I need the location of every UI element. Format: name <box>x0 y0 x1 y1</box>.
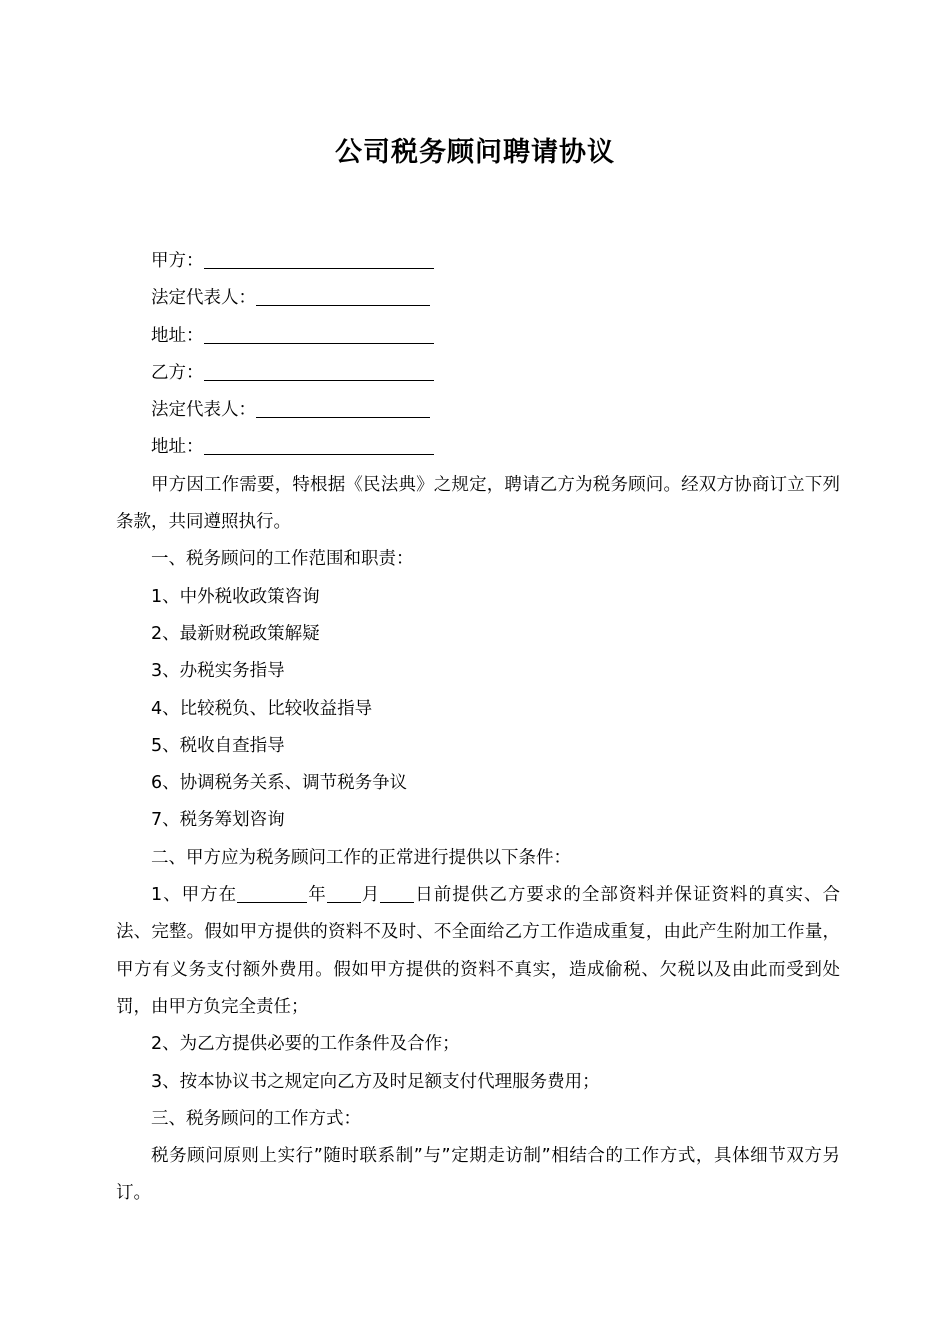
item1-month: 月 <box>360 885 381 906</box>
party-a-blank <box>204 251 434 270</box>
section2-item3: 3、按本协议书之规定向乙方及时足额支付代理服务费用； <box>151 1071 600 1092</box>
party-b-rep-label: 法定代表人： <box>151 400 256 421</box>
party-a-addr-label: 地址： <box>151 325 204 346</box>
party-b-line <box>116 355 840 392</box>
section1-item: 3、办税实务指导 <box>151 661 285 682</box>
document-body <box>116 243 840 1213</box>
party-b-rep-blank <box>256 400 430 419</box>
item1-year: 年 <box>307 885 327 906</box>
section1-heading: 一、税务顾问的工作范围和职责： <box>151 549 414 570</box>
section1-item: 1、中外税收政策咨询 <box>151 586 320 607</box>
party-b-addr-label: 地址： <box>151 437 204 458</box>
party-a-rep-line <box>116 280 840 317</box>
item1-rest: 日前提供乙方要求的全部资料并保证资料的真实、合法、完整。假如甲方提供的资料不及时、不全面给乙方工作造成重复，由此产生附加工作量，甲方有义务支付额外费用。假如甲方提供的资料不真实，造成偷税、欠税以及由此而受到处罚，由甲方负完全责任； <box>116 885 841 1017</box>
section1-item: 7、税务筹划咨询 <box>151 810 285 831</box>
party-b-addr-blank <box>204 437 434 456</box>
day-blank <box>380 885 414 904</box>
section1-item: 6、协调税务关系、调节税务争议 <box>151 773 408 794</box>
party-a-line <box>116 243 840 280</box>
section1-item: 5、税收自查指导 <box>151 735 285 756</box>
section3-text: 税务顾问原则上实行”随时联系制”与”定期走访制”相结合的工作方式，具体细节双方另订。 <box>116 1146 840 1204</box>
intro-paragraph: 甲方因工作需要，特根据《民法典》之规定，聘请乙方为税务顾问。经双方协商订立下列条款，共同遵照执行。 <box>116 474 840 533</box>
party-a-addr-line <box>116 318 840 355</box>
year-blank <box>237 885 307 904</box>
section2-heading: 二、甲方应为税务顾问工作的正常进行提供以下条件： <box>151 847 571 868</box>
party-b-label: 乙方： <box>151 362 204 383</box>
party-a-label: 甲方： <box>151 251 204 271</box>
section2-item2: 2、为乙方提供必要的工作条件及合作； <box>151 1034 460 1055</box>
document-title: 公司税务顾问聘请协议 <box>335 137 615 168</box>
party-b-blank <box>204 362 434 381</box>
section1-item: 4、比较税负、比较收益指导 <box>151 698 373 719</box>
party-b-rep-line <box>116 392 840 429</box>
section3-heading: 三、税务顾问的工作方式： <box>151 1108 361 1129</box>
party-b-addr-line <box>116 429 840 466</box>
month-blank <box>327 885 361 904</box>
item1-prefix: 1、甲方在 <box>151 885 238 906</box>
party-a-rep-blank <box>256 288 430 307</box>
section1-item: 2、最新财税政策解疑 <box>151 623 320 644</box>
section2-item1 <box>116 877 840 1026</box>
party-a-addr-blank <box>204 325 434 344</box>
party-a-rep-label: 法定代表人： <box>151 288 256 309</box>
